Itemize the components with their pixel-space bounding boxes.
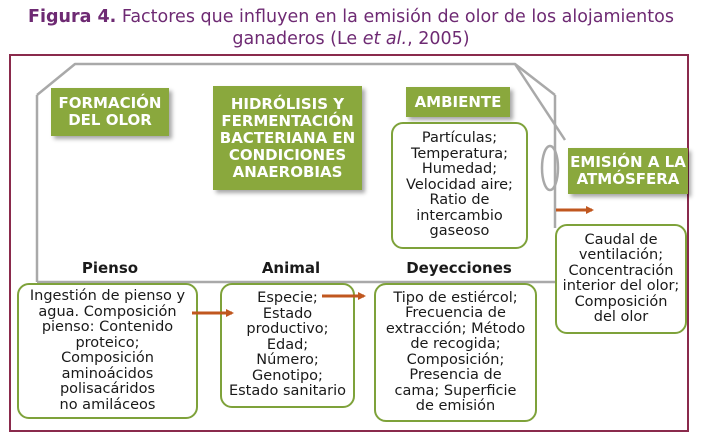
box-emision: Caudal de ventilación; Concentración interior del olor; Composición del olor xyxy=(555,224,687,334)
box-pienso: Ingestión de pienso y agua. Composición pienso: Contenido proteico; Composición aminoácidos polisacáridos no amiláceos xyxy=(17,283,198,419)
caption-text-1: Factores que influyen en la emisión de olor de los alojamientos xyxy=(116,7,674,27)
box-ambiente: Partículas; Temperatura; Humedad; Velocidad aire; Ratio de intercambio gaseoso xyxy=(391,122,528,249)
heading-animal: Animal xyxy=(261,259,321,277)
heading-pienso: Pienso xyxy=(81,259,139,277)
label-ambiente: AMBIENTE xyxy=(406,87,510,117)
label-formacion-del-olor: FORMACIÓN DEL OLOR xyxy=(51,88,169,136)
caption-italic: et al. xyxy=(362,29,408,49)
label-hidrolisis: HIDRÓLISIS Y FERMENTACIÓN BACTERIANA EN CONDICIONES ANAEROBIAS xyxy=(213,86,362,190)
box-deyecciones: Tipo de estiércol; Frecuencia de extracción; Método de recogida; Composición; Presencia de cama; Superficie de emisión xyxy=(374,283,537,422)
caption-text-3: , 2005) xyxy=(407,29,470,49)
caption-text-2: ganaderos (Le xyxy=(232,29,363,49)
label-emision-atmosfera: EMISIÓN A LA ATMÓSFERA xyxy=(568,148,688,194)
heading-deyecciones: Deyecciones xyxy=(406,259,512,277)
box-animal: Especie; Estado productivo; Edad; Número; Genotipo; Estado sanitario xyxy=(220,283,355,408)
figure-label: Figura 4. xyxy=(28,7,117,27)
